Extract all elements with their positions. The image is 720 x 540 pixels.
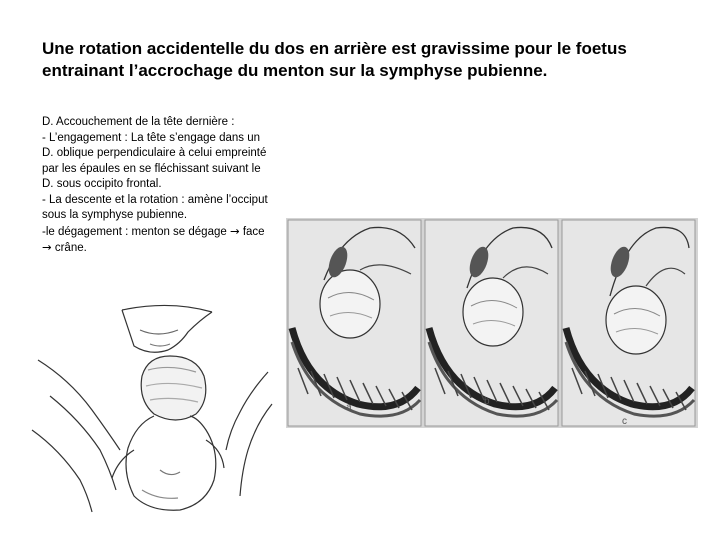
panel-label-c: c xyxy=(622,416,627,427)
degagement-crane: crâne. xyxy=(54,242,87,254)
degagement-face: face xyxy=(242,225,265,238)
body-text xyxy=(42,115,270,257)
fetus-head-delivery-illustration xyxy=(30,300,275,515)
arrow-right-icon: → xyxy=(229,223,240,238)
panel-label-a: a xyxy=(346,402,352,413)
degagement-text xyxy=(42,224,270,257)
pelvis-panel-b xyxy=(425,220,558,426)
slide-title xyxy=(42,38,682,82)
pelvis-panel-c xyxy=(562,220,695,426)
arrow-right-icon: → xyxy=(42,240,52,254)
panel-label-b: b xyxy=(484,396,490,407)
section-heading: D. Accouchement de la tête dernière : xyxy=(42,116,235,128)
descente-text: - La descente et la rotation : amène l’occiput sous la symphyse pubienne. xyxy=(42,193,268,221)
engagement-text: - L’engagement : La tête s’engage dans un D. oblique perpendiculaire à celui empreinté par les épaules en se fléchissant suivant le D. sous occipito frontal. xyxy=(42,131,267,190)
slide-title-line-2: entrainant l’accrochage du menton sur la symphyse pubienne. xyxy=(42,61,548,80)
slide-title-line-1: Une rotation accidentelle du dos en arrière est gravissime pour le foetus xyxy=(42,39,627,58)
pelvis-cross-section-illustration xyxy=(286,218,698,428)
degagement-prefix: -le dégagement : menton se dégage xyxy=(42,225,227,238)
pelvis-panel-a xyxy=(288,220,421,426)
